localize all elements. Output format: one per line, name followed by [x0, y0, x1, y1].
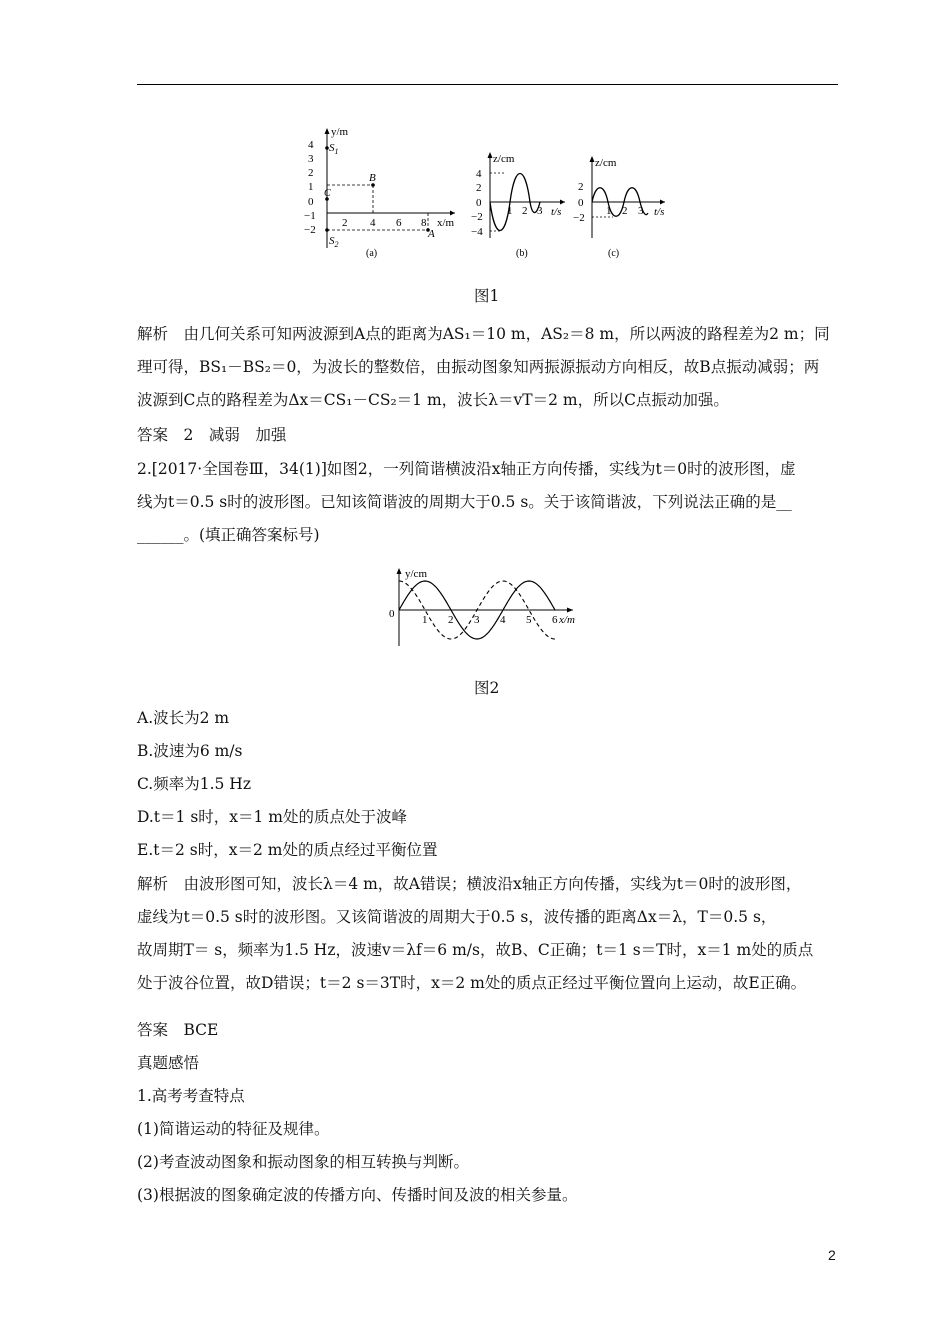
fig1b-xtick: 3	[537, 205, 543, 217]
option-c: C.频率为1.5 Hz	[137, 775, 251, 793]
fig1b-ytick: −2	[471, 211, 483, 223]
fig2-xtick: 6	[552, 614, 558, 626]
fig1a-ytick: −1	[304, 210, 316, 222]
point-A: A	[428, 228, 435, 240]
analysis-1	[137, 318, 840, 417]
option-d: D.t＝1 s时，x＝1 m处的质点处于波峰	[137, 808, 408, 826]
option-e: E.t＝2 s时，x＝2 m处的质点经过平衡位置	[137, 841, 438, 859]
analysis-1-line: 波源到C点的路程差为Δx＝CS₁－CS₂＝1 m，波长λ＝vT＝2 m，所以C点振动加强。	[137, 391, 729, 409]
fig1b-ytick: 4	[476, 168, 482, 180]
analysis-2-line: 解析 由波形图可知，波长λ＝4 m，故A错误；横波沿x轴正方向传播，实线为t＝0时的波形图，	[137, 875, 802, 893]
option-b: B.波速为6 m/s	[137, 742, 243, 760]
fig1a-xlabel: x/m	[437, 217, 455, 229]
fig1a-ytick: 2	[308, 167, 314, 179]
figure-2	[383, 562, 588, 652]
fig1c-ytick: 0	[578, 197, 584, 209]
question-2-line: ______。(填正确答案标号)	[137, 526, 320, 544]
analysis-1-line: 理可得，BS₁－BS₂＝0，为波长的整数倍，由振动图象知两振源振动方向相反，故B点振动减弱；两	[137, 358, 820, 376]
fig2-xtick: 1	[422, 614, 428, 626]
figure-1a	[304, 126, 455, 259]
fig2-xtick: 3	[474, 614, 480, 626]
fig2-xlabel: x/m	[559, 614, 575, 626]
fig1a-xtick: 6	[396, 217, 402, 229]
fig1c-ylabel: z/cm	[595, 157, 617, 169]
fig1a-ylabel: y/m	[331, 126, 349, 138]
fig1b-label: (b)	[516, 248, 528, 259]
fig1a-xtick: 2	[342, 217, 348, 229]
point-B: B	[369, 172, 376, 184]
fig1a-label: (a)	[366, 248, 378, 259]
fig1c-label: (c)	[608, 248, 620, 259]
fig1c-ytick: −2	[573, 212, 585, 224]
header-rule	[137, 84, 838, 85]
fig2-ylabel: y/cm	[405, 568, 427, 580]
question-2-line: 线为t＝0.5 s时的波形图。已知该简谐波的周期大于0.5 s。关于该简谐波，下列说法正确的是__	[137, 493, 792, 511]
point-C: C	[324, 188, 331, 199]
analysis-2-line: 虚线为t＝0.5 s时的波形图。又该简谐波的周期大于0.5 s，波传播的距离Δx＝λ，T＝0.5 s，	[137, 908, 777, 926]
fig1b-xtick: 1	[507, 205, 513, 217]
fig1a-ytick: 4	[308, 139, 314, 151]
fig1a-ytick: 0	[308, 196, 314, 208]
analysis-1-line: 解析 由几何关系可知两波源到A点的距离为AS₁＝10 m，AS₂＝8 m，所以两波的路程差为2 m；同	[137, 325, 830, 343]
figure-1	[300, 118, 680, 268]
fig1a-xtick: 8	[421, 217, 427, 229]
question-2-line: 2.[2017·全国卷Ⅲ，34(1)]如图2，一列简谐横波沿x轴正方向传播，实线为t＝0时的波形图，虚	[137, 460, 796, 478]
fig2-origin: 0	[389, 608, 395, 620]
fig1b-xlabel: t/s	[551, 206, 562, 218]
figure-1c	[573, 156, 665, 259]
option-a: A.波长为2 m	[137, 709, 230, 727]
fig1b-ytick: 0	[476, 197, 482, 209]
fig1b-ytick: 2	[476, 182, 482, 194]
answer-2: 答案 BCE	[137, 1021, 219, 1039]
analysis-2	[137, 868, 840, 1000]
analysis-2-line: 处于波谷位置，故D错误；t＝2 s＝3T时，x＝2 m处的质点正经过平衡位置向上运动，故E正确。	[137, 974, 807, 992]
fig1c-xtick: 3	[638, 205, 644, 217]
fig1c-ytick: 2	[578, 181, 584, 193]
fig2-xtick: 4	[500, 614, 506, 626]
figure-2-caption: 图2	[474, 679, 500, 697]
section-subtitle: 1.高考考查特点	[137, 1087, 245, 1105]
section-item: (2)考查波动图象和振动图象的相互转换与判断。	[137, 1153, 469, 1171]
fig1b-ylabel: z/cm	[493, 153, 515, 165]
figure-1b	[471, 152, 565, 259]
analysis-2-line: 故周期T＝ s，频率为1.5 Hz，波速v＝λf＝6 m/s，故B、C正确；t＝1 s＝T时，x＝1 m处的质点	[137, 941, 814, 959]
fig1a-ytick: 1	[308, 181, 314, 193]
fig1b-ytick: −4	[471, 226, 483, 238]
fig2-xtick: 5	[526, 614, 532, 626]
section-title: 真题感悟	[137, 1054, 200, 1072]
fig1b-xtick: 2	[522, 205, 528, 217]
point-S2: $S_2$	[329, 235, 339, 249]
fig1c-xtick: 1	[606, 205, 612, 217]
fig1a-ytick: 3	[308, 153, 314, 165]
fig1a-xtick: 4	[370, 217, 376, 229]
point-S1: $S_1$	[329, 142, 339, 156]
fig1c-xlabel: t/s	[654, 206, 665, 218]
fig1c-xtick: 2	[622, 205, 628, 217]
page-number: 2	[828, 1247, 836, 1263]
fig2-xtick: 2	[448, 614, 454, 626]
fig1a-ytick: −2	[304, 224, 316, 236]
section-item: (3)根据波的图象确定波的传播方向、传播时间及波的相关参量。	[137, 1186, 578, 1204]
section-item: (1)简谐运动的特征及规律。	[137, 1120, 330, 1138]
figure-1-caption: 图1	[474, 287, 500, 305]
question-2	[137, 453, 840, 552]
answer-1: 答案 2 减弱 加强	[137, 426, 287, 444]
